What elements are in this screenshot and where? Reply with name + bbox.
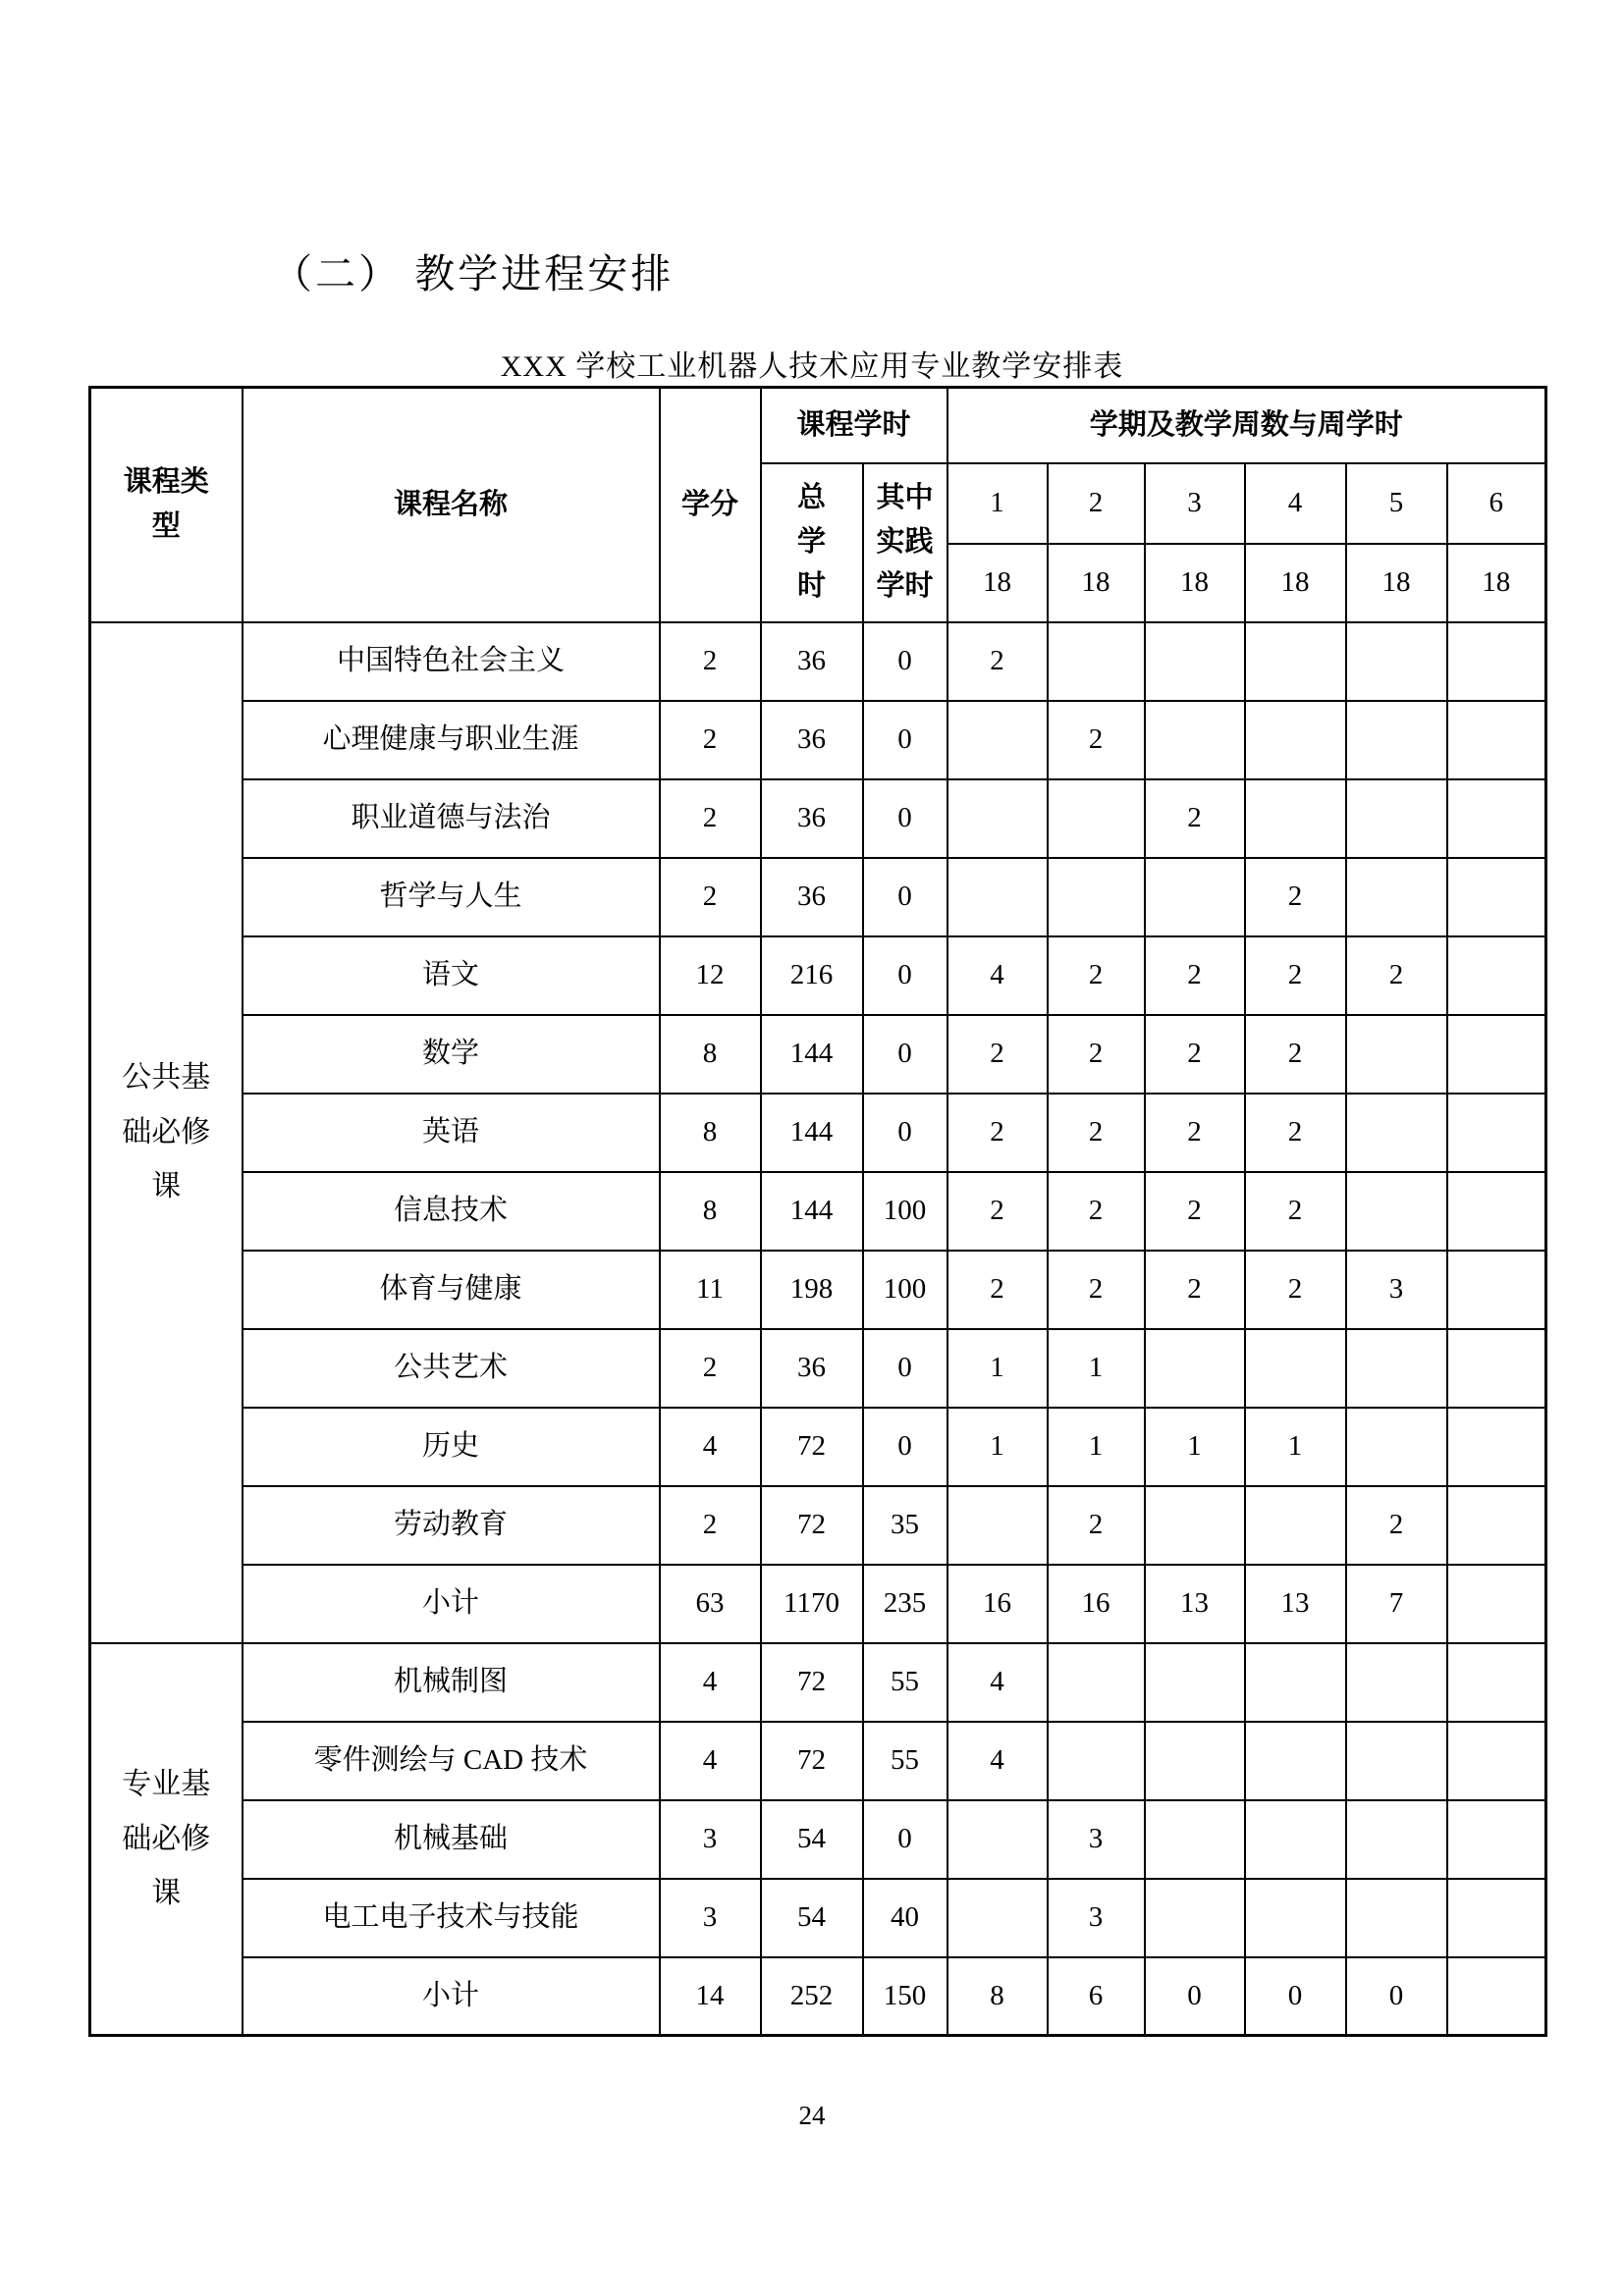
- credits-cell: 2: [660, 779, 761, 858]
- total-hours-cell: 72: [761, 1643, 863, 1722]
- semester-hours-cell: 4: [947, 1722, 1048, 1800]
- semester-hours-cell: 2: [1245, 1094, 1346, 1172]
- semester-hours-cell: [947, 1486, 1048, 1565]
- header-course-hours: 课程学时: [761, 388, 947, 463]
- semester-hours-cell: [1447, 1800, 1546, 1879]
- course-name-cell: 电工电子技术与技能: [243, 1879, 660, 1957]
- course-name-cell: 零件测绘与 CAD 技术: [243, 1722, 660, 1800]
- table-title: XXX 学校工业机器人技术应用专业教学安排表: [500, 350, 1124, 383]
- credits-cell: 14: [660, 1957, 761, 2036]
- semester-hours-cell: [947, 779, 1048, 858]
- course-name-cell: 体育与健康: [243, 1251, 660, 1329]
- semester-hours-cell: [1245, 779, 1346, 858]
- semester-hours-cell: 16: [947, 1565, 1048, 1643]
- total-hours-cell: 144: [761, 1172, 863, 1251]
- semester-hours-cell: 2: [1145, 779, 1245, 858]
- header-week-count: 18: [1346, 544, 1447, 622]
- semester-hours-cell: [1447, 1565, 1546, 1643]
- course-name-cell: 哲学与人生: [243, 858, 660, 936]
- course-name-cell: 英语: [243, 1094, 660, 1172]
- page-number: 24: [798, 2101, 826, 2130]
- semester-hours-cell: 2: [947, 1172, 1048, 1251]
- semester-hours-cell: [1245, 1800, 1346, 1879]
- semester-hours-cell: [1447, 701, 1546, 779]
- total-hours-cell: 198: [761, 1251, 863, 1329]
- practice-hours-cell: 0: [863, 779, 947, 858]
- course-name-cell: 劳动教育: [243, 1486, 660, 1565]
- section-title: （二） 教学进程安排: [272, 251, 675, 296]
- subtotal-row: [90, 1957, 1546, 2036]
- header-course-type: [90, 388, 243, 622]
- semester-hours-cell: [1245, 701, 1346, 779]
- course-row: [90, 1800, 1546, 1879]
- credits-cell: 12: [660, 936, 761, 1015]
- course-name-cell: 职业道德与法治: [243, 779, 660, 858]
- semester-hours-cell: 7: [1346, 1565, 1447, 1643]
- semester-hours-cell: [1447, 1957, 1546, 2036]
- semester-hours-cell: [1145, 1643, 1245, 1722]
- practice-hours-cell: 0: [863, 1015, 947, 1094]
- semester-hours-cell: [1245, 1879, 1346, 1957]
- semester-hours-cell: [1346, 701, 1447, 779]
- semester-hours-cell: [1048, 1643, 1145, 1722]
- semester-hours-cell: 2: [1048, 1251, 1145, 1329]
- semester-hours-cell: [1447, 1329, 1546, 1408]
- semester-hours-cell: [1447, 1879, 1546, 1957]
- course-row: [90, 622, 1546, 701]
- semester-hours-cell: [1145, 622, 1245, 701]
- practice-hours-cell: 0: [863, 622, 947, 701]
- semester-hours-cell: [1346, 1329, 1447, 1408]
- semester-hours-cell: 1: [1145, 1408, 1245, 1486]
- practice-hours-cell: 235: [863, 1565, 947, 1643]
- course-type-cell: [90, 622, 243, 1643]
- credits-cell: 3: [660, 1879, 761, 1957]
- course-row: [90, 1486, 1546, 1565]
- course-type-cell: [90, 1643, 243, 2036]
- total-hours-cell: 54: [761, 1879, 863, 1957]
- practice-hours-cell: 0: [863, 1408, 947, 1486]
- semester-hours-cell: [1447, 1408, 1546, 1486]
- semester-hours-cell: [1447, 1722, 1546, 1800]
- credits-cell: 2: [660, 622, 761, 701]
- semester-hours-cell: [1447, 1251, 1546, 1329]
- credits-cell: 8: [660, 1015, 761, 1094]
- course-row: [90, 1879, 1546, 1957]
- semester-hours-cell: [1048, 622, 1145, 701]
- semester-hours-cell: 0: [1145, 1957, 1245, 2036]
- semester-hours-cell: [1346, 1879, 1447, 1957]
- header-semester-number: 1: [947, 463, 1048, 544]
- course-row: [90, 1722, 1546, 1800]
- header-semester-number: 5: [1346, 463, 1447, 544]
- course-row: [90, 779, 1546, 858]
- practice-hours-cell: 100: [863, 1251, 947, 1329]
- semester-hours-cell: 2: [1145, 936, 1245, 1015]
- semester-hours-cell: [1447, 622, 1546, 701]
- semester-hours-cell: 4: [947, 936, 1048, 1015]
- header-row-1: [90, 388, 1546, 463]
- header-total-hours: [761, 463, 863, 622]
- semester-hours-cell: [1145, 1722, 1245, 1800]
- semester-hours-cell: 6: [1048, 1957, 1145, 2036]
- header-total-hours-label: 总学时: [796, 482, 826, 602]
- practice-hours-cell: 0: [863, 701, 947, 779]
- semester-hours-cell: 2: [1245, 858, 1346, 936]
- credits-cell: 2: [660, 701, 761, 779]
- course-name-cell: 语文: [243, 936, 660, 1015]
- course-row: [90, 936, 1546, 1015]
- semester-hours-cell: 13: [1245, 1565, 1346, 1643]
- practice-hours-cell: 0: [863, 936, 947, 1015]
- semester-hours-cell: [1145, 1879, 1245, 1957]
- total-hours-cell: 72: [761, 1408, 863, 1486]
- semester-hours-cell: [1245, 1329, 1346, 1408]
- subtotal-row: [90, 1565, 1546, 1643]
- total-hours-cell: 216: [761, 936, 863, 1015]
- course-name-cell: 中国特色社会主义: [243, 622, 660, 701]
- semester-hours-cell: 2: [1048, 1486, 1145, 1565]
- semester-hours-cell: [1245, 1486, 1346, 1565]
- total-hours-cell: 1170: [761, 1565, 863, 1643]
- semester-hours-cell: [1245, 1722, 1346, 1800]
- credits-cell: 4: [660, 1408, 761, 1486]
- semester-hours-cell: [1048, 858, 1145, 936]
- course-row: [90, 858, 1546, 936]
- credits-cell: 2: [660, 1486, 761, 1565]
- semester-hours-cell: 2: [1145, 1172, 1245, 1251]
- course-name-cell: 公共艺术: [243, 1329, 660, 1408]
- semester-hours-cell: 1: [1048, 1408, 1145, 1486]
- course-row: [90, 1172, 1546, 1251]
- practice-hours-cell: 0: [863, 1094, 947, 1172]
- header-semester-number: 3: [1145, 463, 1245, 544]
- course-name-cell: 信息技术: [243, 1172, 660, 1251]
- semester-hours-cell: 0: [1245, 1957, 1346, 2036]
- total-hours-cell: 54: [761, 1800, 863, 1879]
- course-row: [90, 1251, 1546, 1329]
- course-row: [90, 1329, 1546, 1408]
- course-type-label: 专业基础必修课: [122, 1768, 211, 1909]
- semester-hours-cell: [1145, 1486, 1245, 1565]
- semester-hours-cell: [1245, 1643, 1346, 1722]
- credits-cell: 2: [660, 858, 761, 936]
- semester-hours-cell: [947, 1800, 1048, 1879]
- semester-hours-cell: 2: [1048, 701, 1145, 779]
- course-name-cell: 历史: [243, 1408, 660, 1486]
- semester-hours-cell: 1: [947, 1408, 1048, 1486]
- semester-hours-cell: [1145, 1329, 1245, 1408]
- header-week-count: 18: [1447, 544, 1546, 622]
- credits-cell: 8: [660, 1094, 761, 1172]
- semester-hours-cell: [1346, 622, 1447, 701]
- semester-hours-cell: 2: [1048, 936, 1145, 1015]
- total-hours-cell: 36: [761, 622, 863, 701]
- header-course-type-label: 课程类型: [123, 466, 209, 543]
- credits-cell: 3: [660, 1800, 761, 1879]
- semester-hours-cell: 2: [947, 1015, 1048, 1094]
- semester-hours-cell: [1447, 1486, 1546, 1565]
- semester-hours-cell: [1346, 1722, 1447, 1800]
- semester-hours-cell: [1346, 1643, 1447, 1722]
- semester-hours-cell: [1346, 779, 1447, 858]
- course-row: [90, 1643, 1546, 1722]
- course-name-cell: 机械制图: [243, 1643, 660, 1722]
- semester-hours-cell: 2: [1145, 1251, 1245, 1329]
- course-name-cell: 数学: [243, 1015, 660, 1094]
- header-practice-hours-label: 其中实践学时: [876, 482, 934, 602]
- semester-hours-cell: 3: [1048, 1879, 1145, 1957]
- semester-hours-cell: [1447, 858, 1546, 936]
- semester-hours-cell: [1245, 622, 1346, 701]
- semester-hours-cell: 2: [1245, 1251, 1346, 1329]
- practice-hours-cell: 35: [863, 1486, 947, 1565]
- course-name-cell: 小计: [243, 1957, 660, 2036]
- header-semester-group: 学期及教学周数与周学时: [947, 388, 1546, 463]
- semester-hours-cell: [1346, 1408, 1447, 1486]
- practice-hours-cell: 55: [863, 1722, 947, 1800]
- semester-hours-cell: 2: [947, 622, 1048, 701]
- semester-hours-cell: [1346, 858, 1447, 936]
- header-semester-number: 6: [1447, 463, 1546, 544]
- semester-hours-cell: 1: [947, 1329, 1048, 1408]
- semester-hours-cell: 3: [1048, 1800, 1145, 1879]
- semester-hours-cell: [1447, 1015, 1546, 1094]
- semester-hours-cell: [947, 858, 1048, 936]
- semester-hours-cell: [1447, 1172, 1546, 1251]
- semester-hours-cell: 2: [1245, 936, 1346, 1015]
- semester-hours-cell: 2: [1048, 1172, 1145, 1251]
- semester-hours-cell: 2: [1145, 1094, 1245, 1172]
- practice-hours-cell: 0: [863, 1329, 947, 1408]
- semester-hours-cell: [947, 1879, 1048, 1957]
- credits-cell: 11: [660, 1251, 761, 1329]
- total-hours-cell: 36: [761, 858, 863, 936]
- semester-hours-cell: 16: [1048, 1565, 1145, 1643]
- course-row: [90, 1094, 1546, 1172]
- semester-hours-cell: [947, 701, 1048, 779]
- semester-hours-cell: 2: [947, 1094, 1048, 1172]
- header-practice-hours: [863, 463, 947, 622]
- semester-hours-cell: 13: [1145, 1565, 1245, 1643]
- semester-hours-cell: [1447, 779, 1546, 858]
- semester-hours-cell: 4: [947, 1643, 1048, 1722]
- credits-cell: 4: [660, 1722, 761, 1800]
- header-week-count: 18: [1048, 544, 1145, 622]
- semester-hours-cell: [1346, 1015, 1447, 1094]
- course-row: [90, 1408, 1546, 1486]
- total-hours-cell: 72: [761, 1486, 863, 1565]
- practice-hours-cell: 55: [863, 1643, 947, 1722]
- credits-cell: 2: [660, 1329, 761, 1408]
- semester-hours-cell: 2: [1145, 1015, 1245, 1094]
- total-hours-cell: 36: [761, 701, 863, 779]
- header-week-count: 18: [1245, 544, 1346, 622]
- teaching-schedule-table: [88, 386, 1547, 2037]
- header-week-count: 18: [947, 544, 1048, 622]
- semester-hours-cell: 2: [1346, 1486, 1447, 1565]
- semester-hours-cell: [1447, 1643, 1546, 1722]
- semester-hours-cell: [1145, 1800, 1245, 1879]
- header-semester-number: 2: [1048, 463, 1145, 544]
- semester-hours-cell: 1: [1048, 1329, 1145, 1408]
- header-semester-number: 4: [1245, 463, 1346, 544]
- semester-hours-cell: 2: [947, 1251, 1048, 1329]
- course-type-label: 公共基础必修课: [122, 1061, 211, 1203]
- semester-hours-cell: [1447, 936, 1546, 1015]
- semester-hours-cell: [1346, 1800, 1447, 1879]
- semester-hours-cell: 2: [1245, 1172, 1346, 1251]
- total-hours-cell: 36: [761, 779, 863, 858]
- course-row: [90, 1015, 1546, 1094]
- semester-hours-cell: 2: [1048, 1015, 1145, 1094]
- total-hours-cell: 144: [761, 1015, 863, 1094]
- course-name-cell: 机械基础: [243, 1800, 660, 1879]
- total-hours-cell: 144: [761, 1094, 863, 1172]
- semester-hours-cell: [1346, 1094, 1447, 1172]
- semester-hours-cell: 1: [1245, 1408, 1346, 1486]
- practice-hours-cell: 100: [863, 1172, 947, 1251]
- semester-hours-cell: [1447, 1094, 1546, 1172]
- semester-hours-cell: [1145, 701, 1245, 779]
- semester-hours-cell: 2: [1048, 1094, 1145, 1172]
- total-hours-cell: 252: [761, 1957, 863, 2036]
- credits-cell: 4: [660, 1643, 761, 1722]
- course-row: [90, 701, 1546, 779]
- practice-hours-cell: 0: [863, 1800, 947, 1879]
- total-hours-cell: 36: [761, 1329, 863, 1408]
- semester-hours-cell: [1048, 1722, 1145, 1800]
- practice-hours-cell: 150: [863, 1957, 947, 2036]
- credits-cell: 63: [660, 1565, 761, 1643]
- practice-hours-cell: 0: [863, 858, 947, 936]
- course-name-cell: 小计: [243, 1565, 660, 1643]
- semester-hours-cell: 3: [1346, 1251, 1447, 1329]
- header-credits: 学分: [660, 388, 761, 622]
- table-body: [90, 622, 1546, 2036]
- course-name-cell: 心理健康与职业生涯: [243, 701, 660, 779]
- semester-hours-cell: [1145, 858, 1245, 936]
- semester-hours-cell: 2: [1245, 1015, 1346, 1094]
- credits-cell: 8: [660, 1172, 761, 1251]
- semester-hours-cell: [1048, 779, 1145, 858]
- semester-hours-cell: 2: [1346, 936, 1447, 1015]
- header-week-count: 18: [1145, 544, 1245, 622]
- semester-hours-cell: 8: [947, 1957, 1048, 2036]
- practice-hours-cell: 40: [863, 1879, 947, 1957]
- semester-hours-cell: [1346, 1172, 1447, 1251]
- total-hours-cell: 72: [761, 1722, 863, 1800]
- semester-hours-cell: 0: [1346, 1957, 1447, 2036]
- header-course-name: 课程名称: [243, 388, 660, 622]
